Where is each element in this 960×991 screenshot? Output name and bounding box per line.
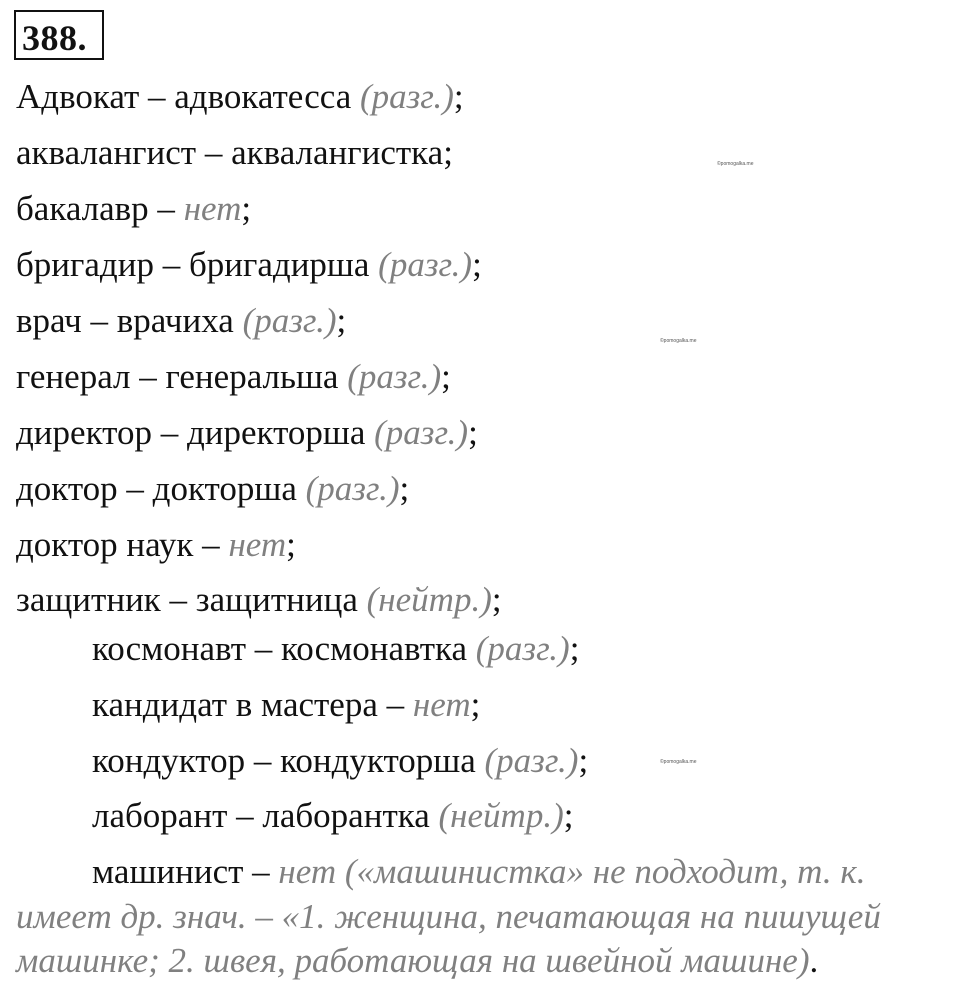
entry-line: лаборант – лаборантка (нейтр.); [92, 796, 574, 835]
entry-line: машинист – нет («машинистка» не подходит, т. к. [92, 852, 866, 891]
entry-line: доктор – докторша (разг.); [16, 469, 410, 508]
entry-line: бригадир – бригадирша (разг.); [16, 245, 482, 284]
note-continuation: машинке; 2. швея, работающая на швейной машине). [16, 941, 819, 980]
entry-line: аквалангист – аквалангистка; [16, 133, 453, 172]
entry-line: директор – директорша (разг.); [16, 413, 478, 452]
entry-line: кондуктор – кондукторша (разг.); [92, 741, 589, 780]
entry-line: бакалавр – нет; [16, 189, 252, 228]
entry-line: врач – врачиха (разг.); [16, 301, 347, 340]
watermark: ©pomogalka.me [717, 161, 754, 167]
entry-line: кандидат в мастера – нет; [92, 685, 481, 724]
entry-line: космонавт – космонавтка (разг.); [92, 629, 580, 668]
note-continuation: имеет др. знач. – «1. женщина, печатающая на пишущей [16, 897, 881, 936]
entry-line: защитник – защитница (нейтр.); [16, 580, 502, 619]
exercise-number: 388. [22, 18, 87, 58]
entry-line: доктор наук – нет; [16, 525, 296, 564]
entry-line: Адвокат – адвокатесса (разг.); [16, 77, 464, 116]
entry-line: генерал – генеральша (разг.); [16, 357, 451, 396]
watermark: ©pomogalka.me [660, 338, 697, 344]
watermark: ©pomogalka.me [660, 759, 697, 765]
